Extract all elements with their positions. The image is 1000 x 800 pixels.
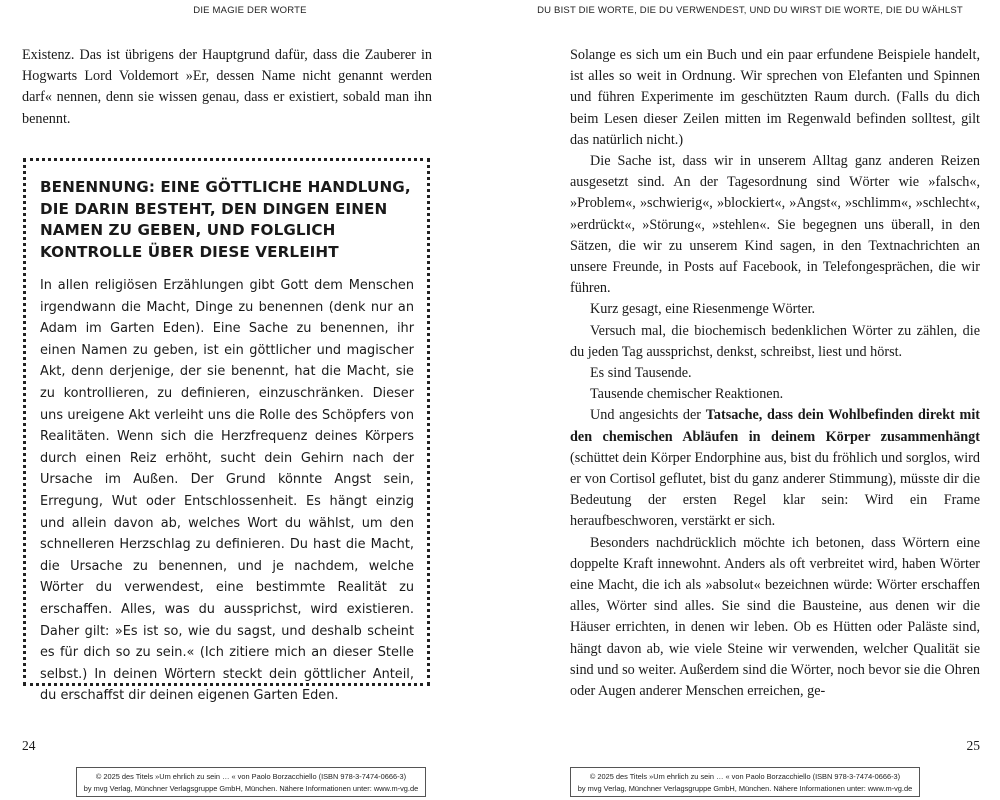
- paragraph-7-tail: (schüttet dein Körper Endorphine aus, bist du fröhlich und sorglos, wird er von Cortisol geflutet, bist du ganz anderer Stimmung), müsste dir die Bedeutung der ersten Regel klar sein: Wird ein Frame heraufbeschworen, verstärkt er sich.: [570, 449, 980, 530]
- paragraph-4: Versuch mal, die biochemisch bedenklichen Wörter zu zählen, die du jeden Tag aussprichst, denkst, schreibst, liest und hörst.: [570, 322, 980, 360]
- callout-box: [23, 158, 430, 704]
- copyright-line-1: © 2025 des Titels »Um ehrlich zu sein … « von Paolo Borzacchiello (ISBN 978-3-7474-0666-3): [589, 772, 901, 781]
- running-head-right: DU BIST DIE WORTE, DIE DU VERWENDEST, UND DU WIRST DIE WORTE, DIE DU WÄHLST: [537, 5, 963, 16]
- left-intro-text: [22, 45, 432, 130]
- copyright-notice-left: [76, 767, 426, 797]
- paragraph-6: Tausende chemischer Reaktionen.: [590, 386, 784, 403]
- paragraph-2: Die Sache ist, dass wir in unserem Alltag ganz anderen Reizen ausgesetzt sind. An der Tagesordnung sind Wörter wie »falsch«, »Problem«, »schwierig«, »blockiert«, »Angst«, »schlimm«, »schlecht«, »erdrückt«, »Störung«, »stehlen«. Sie begegnen uns überall, in den Sätzen, die wir zu unserem Kind sagen, in den Textnachrichten an unsere Freunde, in Posts auf Facebook, in Telefongesprächen, die wir führen.: [570, 153, 980, 297]
- callout-title: BENENNUNG: EINE GÖTTLICHE HANDLUNG, DIE DARIN BESTEHT, DEN DINGEN EINEN NAMEN ZU GEBEN, UND FOLGLICH KONTROLLE ÜBER DIESE VERLEIHT: [40, 178, 411, 261]
- page-number-left: 24: [22, 738, 36, 753]
- intro-paragraph: Existenz. Das ist übrigens der Hauptgrund dafür, dass die Zauberer in Hogwarts Lord Voldemort »Er, dessen Name nicht genannt werden darf« nennen, denn sie wissen genau, dass er existiert, sobald man ihn benennt.: [22, 47, 432, 127]
- copyright-notice-right: [570, 767, 920, 797]
- paragraph-7-lead: Und angesichts der: [590, 407, 706, 424]
- copyright-line-2: by mvg Verlag, Münchner Verlagsgruppe GmbH, München. Nähere Informationen unter: www.m-vg.de: [577, 784, 913, 793]
- callout-body: In allen religiösen Erzählungen gibt Gott dem Menschen irgendwann die Macht, Dinge zu benennen (denk nur an Adam im Garten Eden). Eine Sache zu benennen, ihr einen Namen zu geben, ist ein göttlicher und magischer Akt, denn derjenige, der sie benennt, hat die Macht, sie zu kontrollieren, zu definieren, einzuschränken. Dieser uns ureigene Akt verleiht uns die Rolle des Schöpfers von Realitäten. Wenn sich die Herzfrequenz deines Körpers durch einen Reiz erhöht, sucht dein Gehirn nach der Ursache im Außen. Der Grund könnte Angst sein, Erregung, Wut oder Entschlossenheit. Es hängt einzig und allein davon ab, welches Wort du wählst, um den schnelleren Herzschlag zu definieren. Du hast die Macht, die Ursache zu benennen, und je nachdem, welche Wörter du verwendest, eine bestimmte Realität zu erschaffen. Alles, was du aussprichst, wird existieren. Daher gilt: »Es ist so, wie du sagst, und deshalb scheint es für dich so zu sein.« (Ich zitiere mich an dieser Stelle selbst.) In deinen Wörtern steckt dein göttlicher Anteil, du erschaffst dir deinen eigenen Garten Eden.: [40, 278, 414, 704]
- right-body-text: [570, 45, 980, 702]
- paragraph-8: Besonders nachdrücklich möchte ich betonen, dass Wörtern eine doppelte Kraft innewohnt. Anders als oft verbreitet wird, haben Wörter eine Macht, die ich als »absolut« bezeichnen würde: Wörter erschaffen alles, Wörter sind alles. Sie sind die Bausteine, aus denen wir die Häuser errichten, in denen wir leben. Ob es Hütten oder Paläste sind, hängt davon ab, wie viele Steine wir verwenden, welcher Qualität sie sind und so weiter. Außerdem sind die Wörter, noch bevor sie die Ohren oder Augen anderer Menschen erreichen, ge-: [570, 534, 980, 700]
- copyright-line-1: © 2025 des Titels »Um ehrlich zu sein … « von Paolo Borzacchiello (ISBN 978-3-7474-0666-3): [95, 772, 407, 781]
- paragraph-3: Kurz gesagt, eine Riesenmenge Wörter.: [590, 301, 816, 318]
- paragraph-5: Es sind Tausende.: [590, 365, 692, 382]
- page-number-right: 25: [966, 738, 980, 753]
- paragraph-1: Solange es sich um ein Buch und ein paar erfundene Beispiele handelt, ist alles so weit in Ordnung. Wir sprechen von Elefanten und Spinnen und führen Experimente im geschützten Raum durch. (Falls du dich beim Lesen dieser Zeilen mitten im Regenwald befinden solltest, gilt das natürlich nicht.): [570, 47, 980, 148]
- running-head-left: DIE MAGIE DER WORTE: [193, 5, 307, 16]
- paragraph-7-emphasis: Tatsache, dass dein Wohlbefinden direkt mit den chemischen Abläufen in deinem Körper zusammenhängt: [570, 407, 980, 445]
- copyright-line-2: by mvg Verlag, Münchner Verlagsgruppe GmbH, München. Nähere Informationen unter: www.m-vg.de: [83, 784, 419, 793]
- paragraph-7: [570, 405, 980, 532]
